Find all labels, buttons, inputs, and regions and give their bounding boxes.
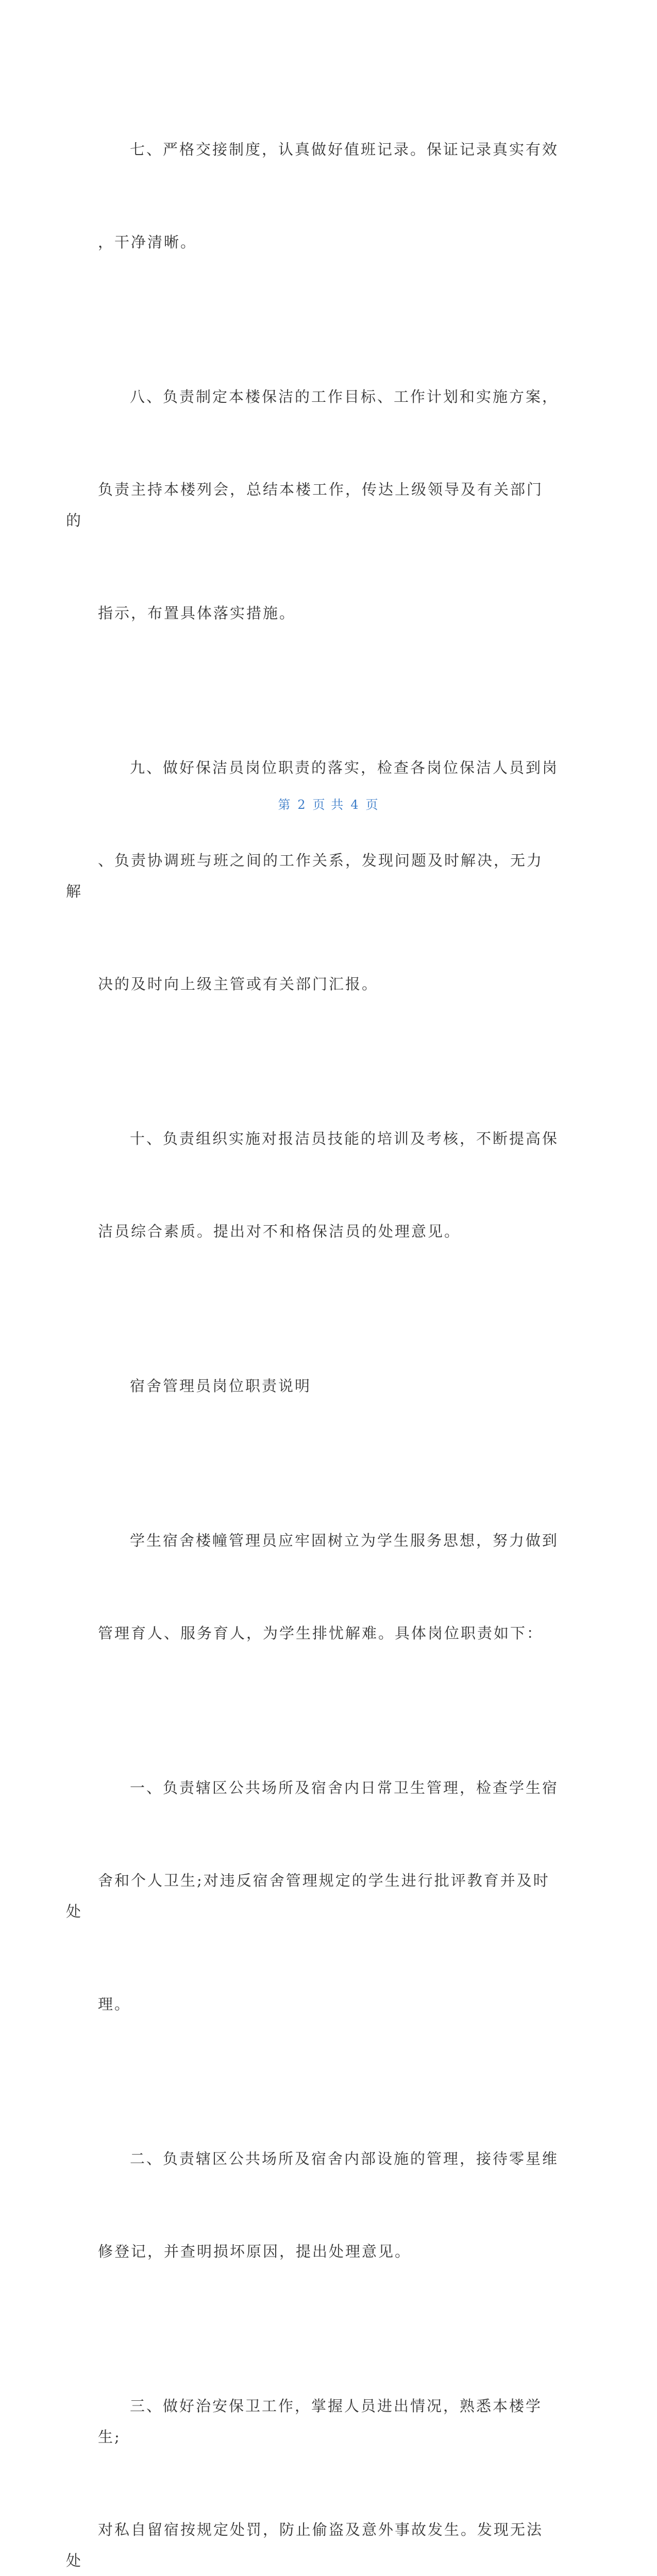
text-line: 学生宿舍楼幢管理员应牢固树立为学生服务思想，努力做到 [130, 1532, 559, 1549]
paragraph-intro [98, 1463, 559, 1710]
text-line: 负责主持本楼列会，总结本楼工作，传达上级领导及有关部门的 [66, 481, 544, 529]
paragraph-3 [66, 2329, 559, 2576]
footer-suffix: 页 [365, 798, 379, 812]
text-line: 舍和个人卫生;对违反宿舍管理规定的学生进行批评教育并及时处 [66, 1872, 550, 1920]
text-line: 决的及时向上级主管或有关部门汇报。 [98, 975, 379, 993]
text-line: 修登记，并查明损坏原因，提出处理意见。 [98, 2243, 412, 2260]
text-line: 九、做好保洁员岗位职责的落实，检查各岗位保洁人员到岗 [130, 759, 559, 776]
text-line: ，干净清晰。 [98, 233, 197, 251]
text-line: 管理育人、服务育人，为学生排忧解难。具体岗位职责如下： [98, 1624, 544, 1642]
text-line: 七、严格交接制度，认真做好值班记录。保证记录真实有效 [130, 141, 559, 158]
text-line: 八、负责制定本楼保洁的工作目标、工作计划和实施方案， [130, 388, 559, 405]
text-line: 洁员综合素质。提出对不和格保洁员的处理意见。 [98, 1223, 461, 1240]
text-line: 理。 [98, 1995, 131, 2013]
text-line: 十、负责组织实施对报洁员技能的培训及考核，不断提高保 [130, 1130, 559, 1147]
footer-prefix: 第 [278, 798, 292, 812]
text-line: 、负责协调班与班之间的工作关系，发现问题及时解决，无力解 [66, 852, 544, 900]
paragraph-8 [66, 319, 559, 690]
text-line: 二、负责辖区公共场所及宿舍内部设施的管理，接待零星维 [130, 2150, 559, 2167]
paragraph-9 [66, 690, 559, 1061]
section-title: 宿舍管理员岗位职责说明 [130, 1377, 312, 1395]
page-number-footer [0, 794, 657, 812]
paragraph-2 [98, 2081, 559, 2329]
current-page-number: 2 [297, 798, 307, 812]
text-line: 三、做好治安保卫工作，掌握人员进出情况，熟悉本楼学生; [98, 2397, 543, 2446]
total-page-number: 4 [350, 798, 360, 812]
text-line: 一、负责辖区公共场所及宿舍内日常卫生管理，检查学生宿 [130, 1779, 559, 1797]
document-body [66, 72, 559, 2576]
footer-middle: 页 共 [312, 798, 345, 812]
text-line: 对私自留宿按规定处罚，防止偷盗及意外事故发生。发现无法处 [66, 2521, 544, 2569]
paragraph-7 [98, 72, 559, 319]
paragraph-10 [98, 1061, 559, 1309]
section-heading [98, 1309, 559, 1463]
paragraph-1 [66, 1710, 559, 2081]
text-line: 指示，布置具体落实措施。 [98, 604, 296, 622]
